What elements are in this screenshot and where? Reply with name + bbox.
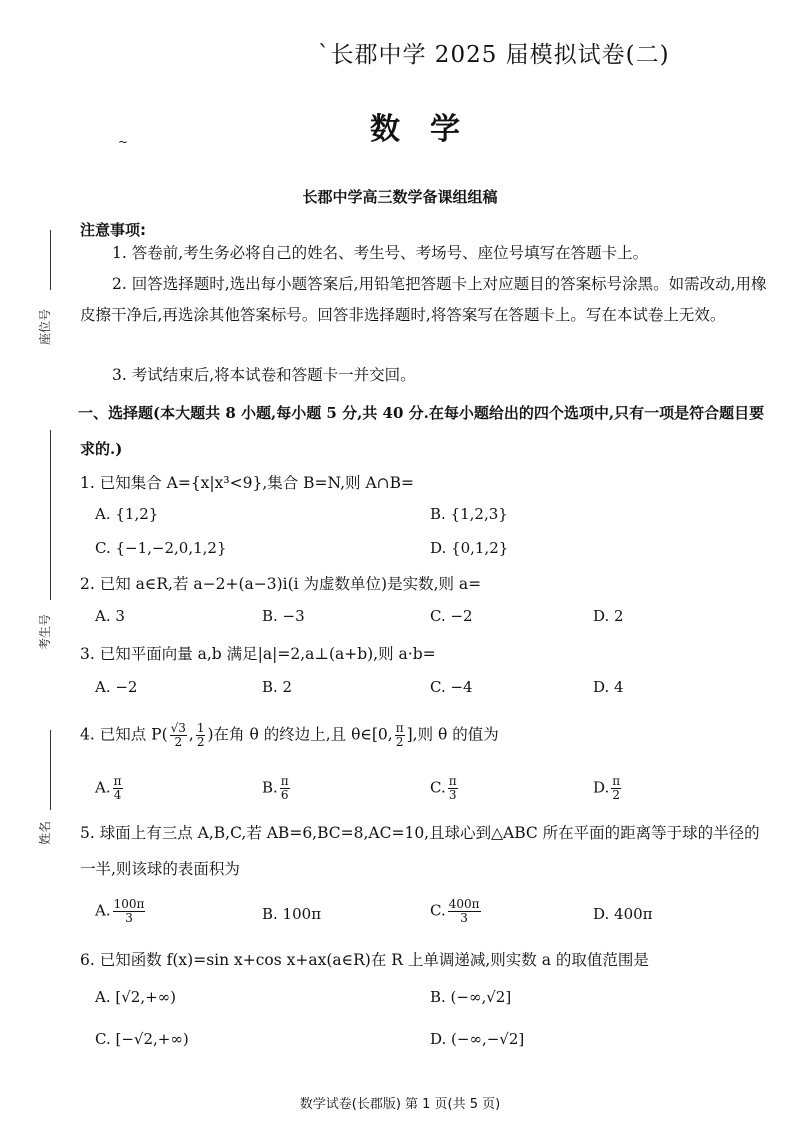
- question-5-stem: 5. 球面上有三点 A,B,C,若 AB=6,BC=8,AC=10,且球心到△ABC 所在平面的距离等于球的半径的一半,则该球的表面积为: [80, 824, 760, 878]
- side-line-seat: [50, 230, 51, 290]
- question-1-stem: 1. 已知集合 A={x|x³<9},集合 B=N,则 A∩B=: [80, 474, 415, 492]
- question-1-option-c: C. {−1,−2,0,1,2}: [95, 539, 227, 557]
- question-2-option-a: A. 3: [95, 607, 125, 625]
- question-5-option-d: D. 400π: [593, 905, 653, 923]
- question-5-option-b: B. 100π: [262, 905, 322, 923]
- fraction: $\frac{1}{2}$: [196, 721, 205, 749]
- notice-item-1: 1. 答卷前,考生务必将自己的姓名、考生号、考场号、座位号填写在答题卡上。: [112, 244, 649, 262]
- question-3-stem: 3. 已知平面向量 a,b 满足|a|=2,a⊥(a+b),则 a·b=: [80, 645, 436, 663]
- question-1-option-a: A. {1,2}: [95, 505, 159, 523]
- question-6-stem: 6. 已知函数 f(x)=sin x+cos x+ax(a∈R)在 R 上单调递减,则实数 a 的取值范围是: [80, 951, 649, 969]
- question-4-stem: 4. 已知点 P( $\frac{√3}{2}$ , $\frac{1}{2}$ )在角 θ 的终边上,且 θ∈[0, $\frac{\pi}{2}$ ],则 θ 的值为: [80, 721, 499, 749]
- question-5-option-a: A. $\frac{100\pi}{3}$: [95, 897, 145, 925]
- notice-item-2: 2. 回答选择题时,选出每小题答案后,用铅笔把答题卡上对应题目的答案标号涂黑。如需改动,用橡皮擦干净后,再选涂其他答案标号。回答非选择题时,将答案写在答题卡上。写在本试卷上无效。: [80, 275, 767, 324]
- side-label-exam-id: 考生号: [38, 613, 52, 650]
- question-6-option-d: D. (−∞,−√2]: [430, 1030, 525, 1048]
- question-4-option-b: B. $\frac{\pi}{6}$: [262, 774, 289, 802]
- question-2-stem: 2. 已知 a∈R,若 a−2+(a−3)i(i 为虚数单位)是实数,则 a=: [80, 575, 482, 593]
- question-6-option-c: C. [−√2,+∞): [95, 1030, 189, 1048]
- question-4-option-d: D. $\frac{\pi}{2}$: [593, 774, 621, 802]
- side-line-name: [50, 730, 51, 810]
- page-footer: 数学试卷(长郡版) 第 1 页(共 5 页): [299, 1097, 501, 1112]
- question-2-option-b: B. −3: [262, 607, 305, 625]
- notice-item-3: 3. 考试结束后,将本试卷和答题卡一并交回。: [112, 366, 416, 384]
- compiler-line: 长郡中学高三数学备课组组稿: [302, 188, 498, 206]
- question-4-option-c: C. $\frac{\pi}{3}$: [430, 774, 457, 802]
- question-6-option-b: B. (−∞,√2]: [430, 988, 512, 1006]
- question-3-option-c: C. −4: [430, 678, 473, 696]
- stray-mark: ~: [118, 135, 129, 149]
- question-1-option-d: D. {0,1,2}: [430, 539, 509, 557]
- question-3-option-a: A. −2: [95, 678, 138, 696]
- fraction: $\frac{√3}{2}$: [170, 721, 186, 749]
- question-3-option-d: D. 4: [593, 678, 624, 696]
- question-6-option-a: A. [√2,+∞): [95, 988, 177, 1006]
- question-2-option-c: C. −2: [430, 607, 473, 625]
- notice-heading: 注意事项:: [80, 221, 146, 239]
- question-2-option-d: D. 2: [593, 607, 624, 625]
- subject-title: 数学: [370, 112, 490, 147]
- side-line-exam-id: [50, 430, 51, 600]
- question-1-option-b: B. {1,2,3}: [430, 505, 508, 523]
- question-5-option-c: C. $\frac{400\pi}{3}$: [430, 897, 480, 925]
- side-label-name: 姓名: [38, 820, 52, 845]
- section1-heading: 一、选择题(本大题共 8 小题,每小题 5 分,共 40 分.在每小题给出的四个选项中,只有一项是符合题目要求的.): [78, 404, 765, 458]
- side-label-seat: 座位号: [38, 308, 52, 345]
- question-4-option-a: A. $\frac{\pi}{4}$: [95, 774, 122, 802]
- fraction: $\frac{\pi}{2}$: [395, 721, 404, 749]
- exam-title: `长郡中学 2025 届模拟试卷(二): [318, 42, 670, 68]
- question-3-option-b: B. 2: [262, 678, 293, 696]
